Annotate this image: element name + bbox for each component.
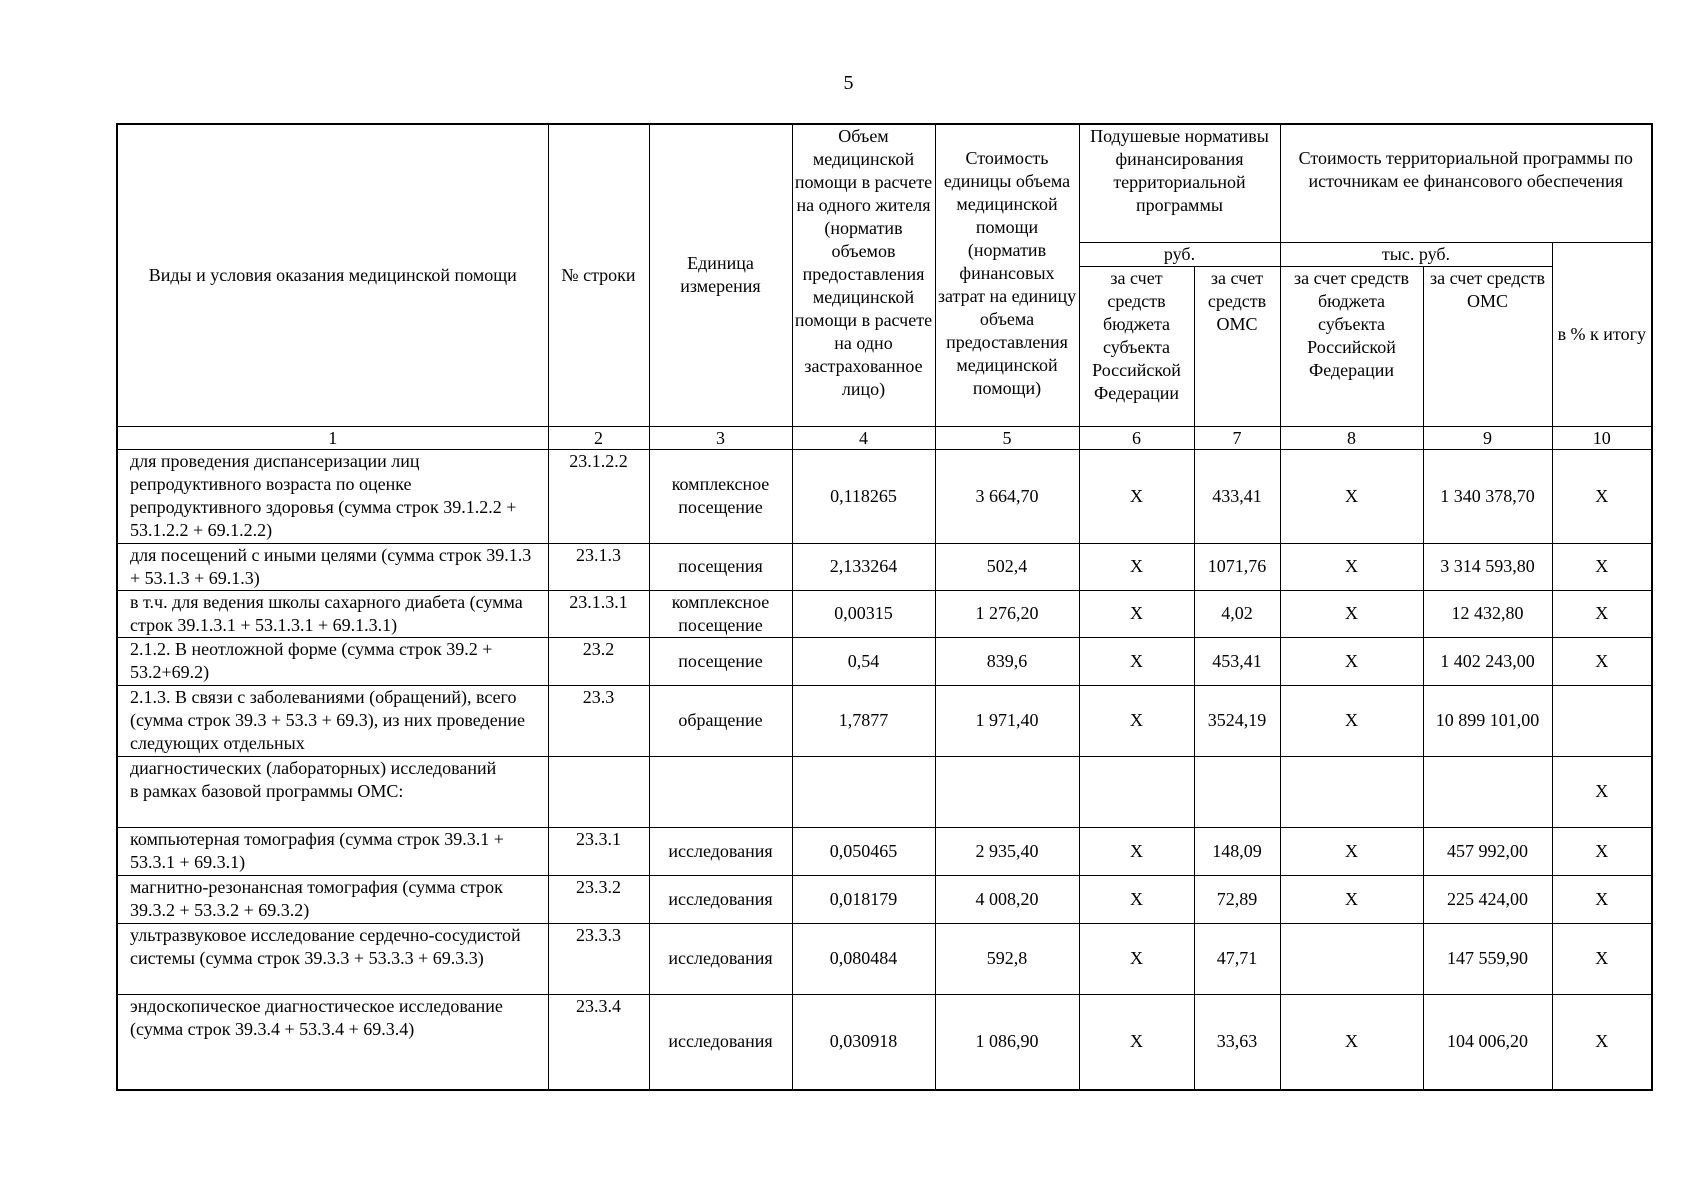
row-description: 2.1.3. В связи с заболеваниями (обращений), всего (сумма строк 39.3 + 53.3 + 69.3), из них проведение следующих отдельных [117, 685, 548, 756]
row-oms-per-capita [1194, 756, 1280, 827]
row-unit-cost [935, 756, 1079, 827]
row-budget-cost: Х [1280, 685, 1423, 756]
header-volume: Объем медицинской помощи в расчете на одного жителя (норматив объемов предоставления медицинской помощи в расчете на одно застрахованное лицо) [792, 124, 935, 426]
row-budget-per-capita: Х [1079, 590, 1194, 637]
row-oms-cost: 12 432,80 [1423, 590, 1552, 637]
column-number: 3 [649, 426, 792, 449]
row-budget-per-capita: Х [1079, 875, 1194, 923]
header-col6: за счет средств бюджета субъекта Российской Федерации [1079, 266, 1194, 426]
row-oms-cost: 104 006,20 [1423, 994, 1552, 1090]
column-number: 4 [792, 426, 935, 449]
row-percent: Х [1552, 875, 1652, 923]
header-percent: в % к итогу [1552, 242, 1652, 426]
row-oms-per-capita: 72,89 [1194, 875, 1280, 923]
row-oms-per-capita: 453,41 [1194, 637, 1280, 685]
row-description: в т.ч. для ведения школы сахарного диабета (сумма строк 39.1.3.1 + 53.1.3.1 + 69.1.3.1) [117, 590, 548, 637]
row-budget-cost [1280, 756, 1423, 827]
row-unit: обращение [649, 685, 792, 756]
page-number: 5 [843, 72, 854, 94]
row-number: 23.3 [548, 685, 649, 756]
column-number: 2 [548, 426, 649, 449]
row-unit-cost: 4 008,20 [935, 875, 1079, 923]
row-budget-cost [1280, 923, 1423, 994]
row-percent: Х [1552, 923, 1652, 994]
row-budget-per-capita: Х [1079, 449, 1194, 543]
row-description: диагностических (лабораторных) исследований в рамках базовой программы ОМС: [117, 756, 548, 827]
row-oms-cost: 147 559,90 [1423, 923, 1552, 994]
row-number: 23.1.3 [548, 543, 649, 590]
financing-table [116, 123, 1653, 1091]
column-number: 1 [117, 426, 548, 449]
row-percent: Х [1552, 756, 1652, 827]
table-row [117, 449, 1652, 543]
header-col7: за счет средств ОМС [1194, 266, 1280, 426]
row-budget-per-capita: Х [1079, 637, 1194, 685]
row-oms-cost: 10 899 101,00 [1423, 685, 1552, 756]
row-unit: посещение [649, 637, 792, 685]
row-volume: 0,080484 [792, 923, 935, 994]
row-description: компьютерная томография (сумма строк 39.3.1 + 53.3.1 + 69.3.1) [117, 827, 548, 875]
table-row [117, 827, 1652, 875]
column-number: 7 [1194, 426, 1280, 449]
header-unit-thous-rub: тыс. руб. [1280, 242, 1552, 266]
column-number: 5 [935, 426, 1079, 449]
row-volume: 0,030918 [792, 994, 935, 1090]
column-number-row [117, 426, 1652, 449]
row-budget-per-capita: Х [1079, 827, 1194, 875]
header-per-capita-group: Подушевые нормативы финансирования территориальной программы [1079, 124, 1280, 242]
header-col8: за счет средств бюджета субъекта Российской Федерации [1280, 266, 1423, 426]
row-volume: 0,54 [792, 637, 935, 685]
header-col9: за счет средств ОМС [1423, 266, 1552, 426]
row-percent: Х [1552, 543, 1652, 590]
row-number: 23.3.1 [548, 827, 649, 875]
table-row [117, 756, 1652, 827]
header-row-number: № строки [548, 124, 649, 426]
row-budget-cost: Х [1280, 543, 1423, 590]
row-number: 23.3.2 [548, 875, 649, 923]
row-unit-cost: 2 935,40 [935, 827, 1079, 875]
row-percent: Х [1552, 637, 1652, 685]
row-description: для проведения диспансеризации лиц репродуктивного возраста по оценке репродуктивного здоровья (сумма строк 39.1.2.2 + 53.1.2.2 + 69.1.2.2) [117, 449, 548, 543]
row-percent: Х [1552, 590, 1652, 637]
column-number: 6 [1079, 426, 1194, 449]
row-unit: исследования [649, 875, 792, 923]
row-number: 23.1.2.2 [548, 449, 649, 543]
row-budget-per-capita: Х [1079, 685, 1194, 756]
row-description: магнитно-резонансная томография (сумма строк 39.3.2 + 53.3.2 + 69.3.2) [117, 875, 548, 923]
row-unit-cost: 502,4 [935, 543, 1079, 590]
table-row [117, 923, 1652, 994]
row-budget-cost: Х [1280, 637, 1423, 685]
row-oms-cost: 1 402 243,00 [1423, 637, 1552, 685]
header-unit: Единица измерения [649, 124, 792, 426]
row-volume: 1,7877 [792, 685, 935, 756]
row-unit-cost: 1 086,90 [935, 994, 1079, 1090]
row-oms-cost: 3 314 593,80 [1423, 543, 1552, 590]
row-volume: 0,00315 [792, 590, 935, 637]
row-number: 23.2 [548, 637, 649, 685]
row-volume [792, 756, 935, 827]
row-oms-cost: 457 992,00 [1423, 827, 1552, 875]
row-budget-cost: Х [1280, 827, 1423, 875]
row-description: ультразвуковое исследование сердечно-сосудистой системы (сумма строк 39.3.3 + 53.3.3 + 69.3.3) [117, 923, 548, 994]
row-unit-cost: 1 971,40 [935, 685, 1079, 756]
row-oms-per-capita: 433,41 [1194, 449, 1280, 543]
header-types: Виды и условия оказания медицинской помощи [117, 124, 548, 426]
row-unit-cost: 839,6 [935, 637, 1079, 685]
row-unit-cost: 592,8 [935, 923, 1079, 994]
table-row [117, 637, 1652, 685]
row-number: 23.3.4 [548, 994, 649, 1090]
row-description: для посещений с иными целями (сумма строк 39.1.3 + 53.1.3 + 69.1.3) [117, 543, 548, 590]
row-number [548, 756, 649, 827]
row-description: 2.1.2. В неотложной форме (сумма строк 39.2 + 53.2+69.2) [117, 637, 548, 685]
row-budget-cost: Х [1280, 449, 1423, 543]
row-budget-cost: Х [1280, 875, 1423, 923]
row-percent: Х [1552, 827, 1652, 875]
row-volume: 0,118265 [792, 449, 935, 543]
row-unit-cost: 3 664,70 [935, 449, 1079, 543]
header-cost-group: Стоимость территориальной программы по источникам ее финансового обеспечения [1280, 124, 1652, 242]
row-oms-per-capita: 4,02 [1194, 590, 1280, 637]
row-number: 23.3.3 [548, 923, 649, 994]
table-row [117, 875, 1652, 923]
row-percent [1552, 685, 1652, 756]
row-oms-cost: 225 424,00 [1423, 875, 1552, 923]
column-number: 10 [1552, 426, 1652, 449]
row-budget-per-capita: Х [1079, 994, 1194, 1090]
row-volume: 2,133264 [792, 543, 935, 590]
row-oms-per-capita: 3524,19 [1194, 685, 1280, 756]
row-unit [649, 756, 792, 827]
row-unit: исследования [649, 827, 792, 875]
row-oms-per-capita: 47,71 [1194, 923, 1280, 994]
row-budget-per-capita: Х [1079, 543, 1194, 590]
header-unit-rub: руб. [1079, 242, 1280, 266]
row-unit: комплексное посещение [649, 590, 792, 637]
row-budget-per-capita [1079, 756, 1194, 827]
row-oms-cost: 1 340 378,70 [1423, 449, 1552, 543]
row-oms-per-capita: 148,09 [1194, 827, 1280, 875]
table-row [117, 590, 1652, 637]
row-volume: 0,050465 [792, 827, 935, 875]
row-percent: Х [1552, 994, 1652, 1090]
header-row-1 [117, 124, 1652, 242]
table-row [117, 685, 1652, 756]
row-number: 23.1.3.1 [548, 590, 649, 637]
row-percent: Х [1552, 449, 1652, 543]
row-unit: исследования [649, 994, 792, 1090]
row-budget-cost: Х [1280, 590, 1423, 637]
row-unit: исследования [649, 923, 792, 994]
row-budget-cost: Х [1280, 994, 1423, 1090]
row-oms-per-capita: 33,63 [1194, 994, 1280, 1090]
table-row [117, 543, 1652, 590]
row-unit: комплексное посещение [649, 449, 792, 543]
column-number: 9 [1423, 426, 1552, 449]
column-number: 8 [1280, 426, 1423, 449]
header-unit-cost: Стоимость единицы объема медицинской помощи (норматив финансовых затрат на единицу объема предоставления медицинской помощи) [935, 124, 1079, 426]
table-row [117, 994, 1652, 1090]
row-unit: посещения [649, 543, 792, 590]
row-budget-per-capita: Х [1079, 923, 1194, 994]
row-oms-cost [1423, 756, 1552, 827]
row-description: эндоскопическое диагностическое исследование (сумма строк 39.3.4 + 53.3.4 + 69.3.4) [117, 994, 548, 1090]
row-oms-per-capita: 1071,76 [1194, 543, 1280, 590]
row-volume: 0,018179 [792, 875, 935, 923]
row-unit-cost: 1 276,20 [935, 590, 1079, 637]
